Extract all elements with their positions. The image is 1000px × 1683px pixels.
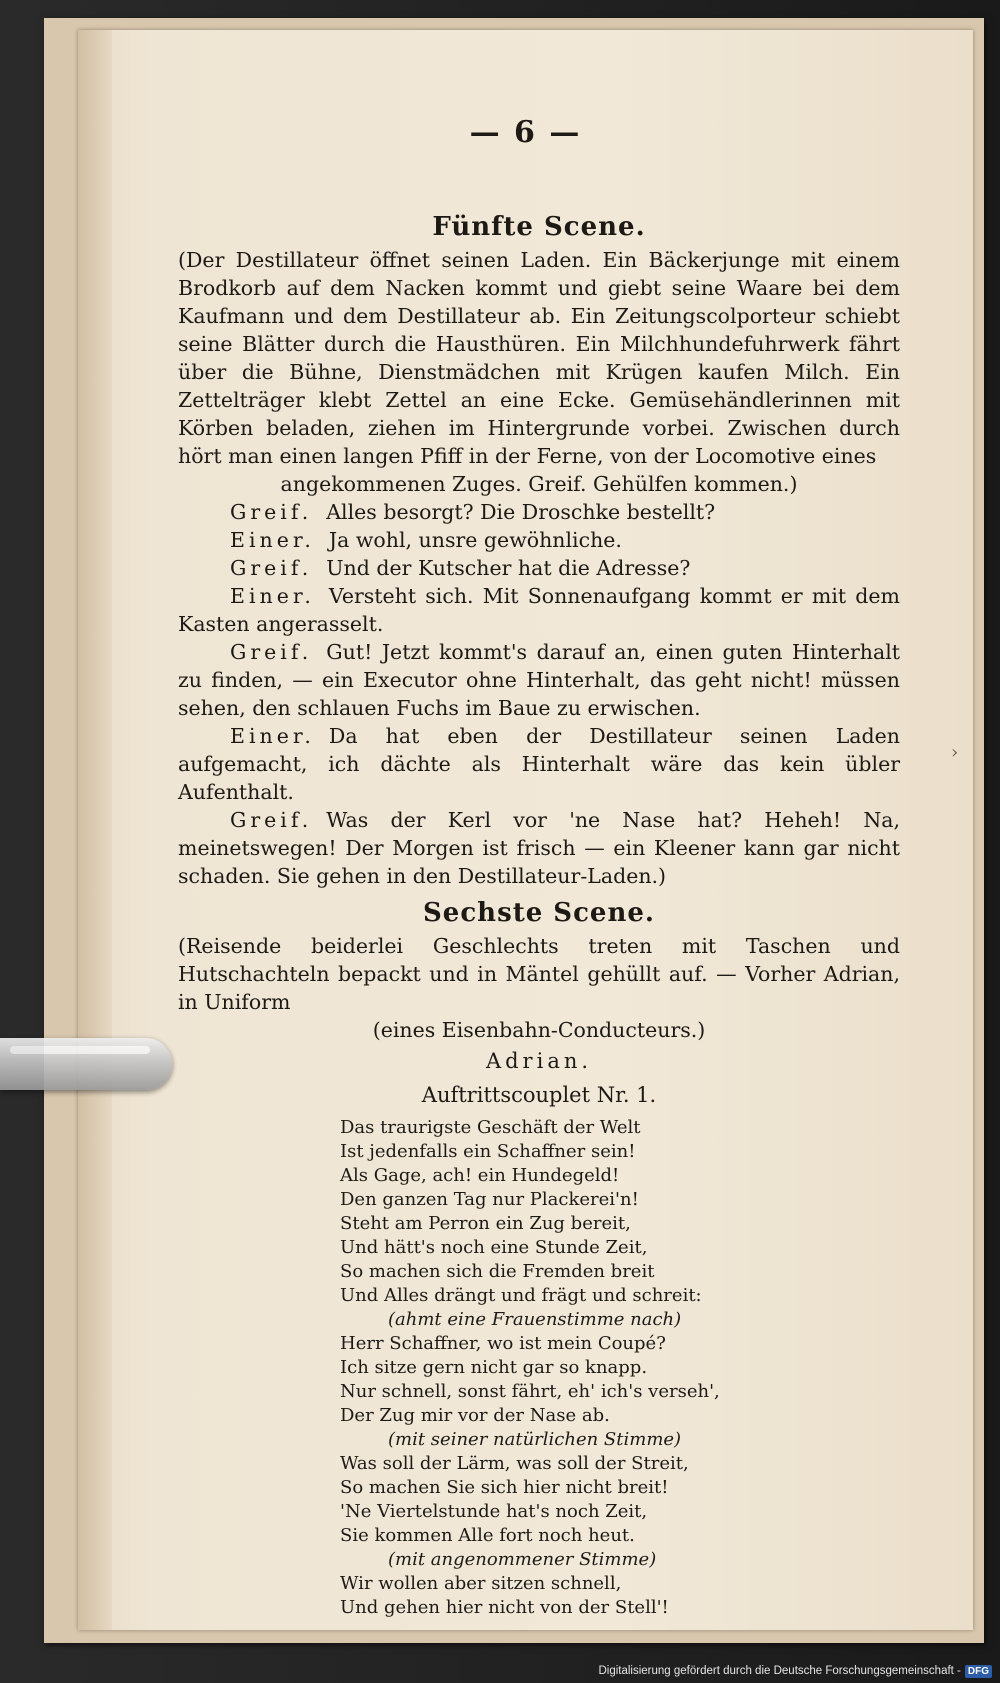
verse-line: So machen Sie sich hier nicht breit! xyxy=(340,1477,669,1498)
verse-line: So machen sich die Fremden breit xyxy=(340,1261,655,1282)
song-title: Auftrittscouplet Nr. 1. xyxy=(421,1083,657,1107)
dialogue-text: Da hat eben der Destillateur seinen Laden aufgemacht, ich dächte als Hinterhalt wäre das kein übler Aufenthalt. xyxy=(178,724,900,804)
dialogue-line xyxy=(178,498,900,526)
book-page xyxy=(78,30,973,1630)
stage-direction-end: (eines Eisenbahn-Conducteurs.) xyxy=(372,1018,706,1042)
verse-line: Ist jedenfalls ein Schaffner sein! xyxy=(340,1141,636,1162)
verse-line: Den ganzen Tag nur Plackerei'n! xyxy=(340,1189,639,1210)
verse-line: 'Ne Viertelstunde hat's noch Zeit, xyxy=(340,1501,648,1522)
verse-line: Ich sitze gern nicht gar so knapp. xyxy=(340,1357,648,1378)
scene-heading-6: Sechste Scene. xyxy=(423,898,655,928)
speaker-name: Greif. xyxy=(230,640,313,664)
speaker-name: Einer. xyxy=(230,724,315,748)
dialogue-text: Ja wohl, unsre gewöhnliche. xyxy=(328,528,622,552)
speaker-name: Greif. xyxy=(230,500,313,524)
dialogue-line xyxy=(178,722,900,806)
dialogue-text: Und der Kutscher hat die Adresse? xyxy=(326,556,691,580)
verse-line: Herr Schaffner, wo ist mein Coupé? xyxy=(340,1333,666,1354)
speaker-name: Einer. xyxy=(230,584,315,608)
verse-direction: (mit angenommener Stimme) xyxy=(388,1549,657,1570)
verse-line: Das traurigste Geschäft der Welt xyxy=(340,1117,641,1138)
dialogue-line xyxy=(178,554,900,582)
verse-line: Als Gage, ach! ein Hundegeld! xyxy=(340,1165,620,1186)
verse-line: Steht am Perron ein Zug bereit, xyxy=(340,1213,631,1234)
verse-line: Und hätt's noch eine Stunde Zeit, xyxy=(340,1237,648,1258)
dialogue-line xyxy=(178,806,900,890)
clip-highlight xyxy=(10,1046,150,1054)
dialogue-text: Gut! Jetzt kommt's darauf an, einen guten Hinterhalt zu finden, — ein Executor ohne Hinterhalt, das geht nicht! müssen sehen, den schlauen Fuchs im Baue zu erwischen. xyxy=(178,640,900,720)
verse-line: Was soll der Lärm, was soll der Streit, xyxy=(340,1453,689,1474)
margin-mark: › xyxy=(951,742,959,763)
verse-direction: (mit seiner natürlichen Stimme) xyxy=(388,1429,682,1450)
verse-line: Und gehen hier nicht von der Stell'! xyxy=(340,1597,669,1618)
digitization-footer xyxy=(598,1662,992,1680)
dialogue-line xyxy=(178,582,900,638)
footer-credit: Digitalisierung gefördert durch die Deutsche Forschungsgemeinschaft - xyxy=(598,1665,961,1677)
song-verse xyxy=(340,1116,740,1620)
dialogue-line xyxy=(178,526,900,554)
dfg-logo: DFG xyxy=(965,1665,992,1678)
speaker-name: Greif. xyxy=(230,556,313,580)
stage-direction-end: angekommenen Zuges. Greif. Gehülfen kommen.) xyxy=(280,472,798,496)
verse-line: Nur schnell, sonst fährt, eh' ich's verseh', xyxy=(340,1381,720,1402)
scene-heading-5: Fünfte Scene. xyxy=(432,212,646,242)
page-content xyxy=(178,208,900,1620)
dialogue-line xyxy=(178,638,900,722)
verse-line: Der Zug mir vor der Nase ab. xyxy=(340,1405,610,1426)
verse-line: Wir wollen aber sitzen schnell, xyxy=(340,1573,622,1594)
stage-direction: (Reisende beiderlei Geschlechts treten mit Taschen und Hutschachteln bepackt und in Mäntel gehüllt auf. — Vorher Adrian, in Uniform xyxy=(178,934,900,1014)
verse-line: Sie kommen Alle fort noch heut. xyxy=(340,1525,635,1546)
dialogue-text: Alles besorgt? Die Droschke bestellt? xyxy=(326,500,716,524)
stage-direction: (Der Destillateur öffnet seinen Laden. Ein Bäckerjunge mit einem Brodkorb auf dem Nacken kommt und giebt seine Waare bei dem Kaufmann und dem Destillateur ab. Ein Zeitungscolporteur schiebt seine Blätter durch die Hausthüren. Ein Milchhundefuhrwerk fährt über die Bühne, Dienstmädchen mit Krügen kaufen Milch. Ein Zettelträger klebt Zettel an eine Ecke. Gemüsehändlerinnen mit Körben beladen, ziehen im Hintergrunde vorbei. Zwischen durch hört man einen langen Pfiff in der Ferne, von der Locomotive eines xyxy=(178,248,900,468)
dialogue xyxy=(178,498,900,890)
page-number: — 6 — xyxy=(469,115,582,150)
verse-line: Und Alles drängt und frägt und schreit: xyxy=(340,1285,702,1306)
speaker-name: Greif. xyxy=(230,808,313,832)
page-gutter xyxy=(78,30,112,1630)
dialogue-text: Was der Kerl vor 'ne Nase hat? Heheh! Na, meinetswegen! Der Morgen ist frisch — ein Kleener kann gar nicht schaden. Sie gehen in den Destillateur-Laden.) xyxy=(178,808,900,888)
speaker-name: Adrian. xyxy=(485,1049,593,1073)
dialogue-text: Versteht sich. Mit Sonnenaufgang kommt er mit dem Kasten angerasselt. xyxy=(178,584,900,636)
verse-direction: (ahmt eine Frauenstimme nach) xyxy=(388,1309,682,1330)
book-clip xyxy=(0,1038,172,1090)
speaker-name: Einer. xyxy=(230,528,315,552)
